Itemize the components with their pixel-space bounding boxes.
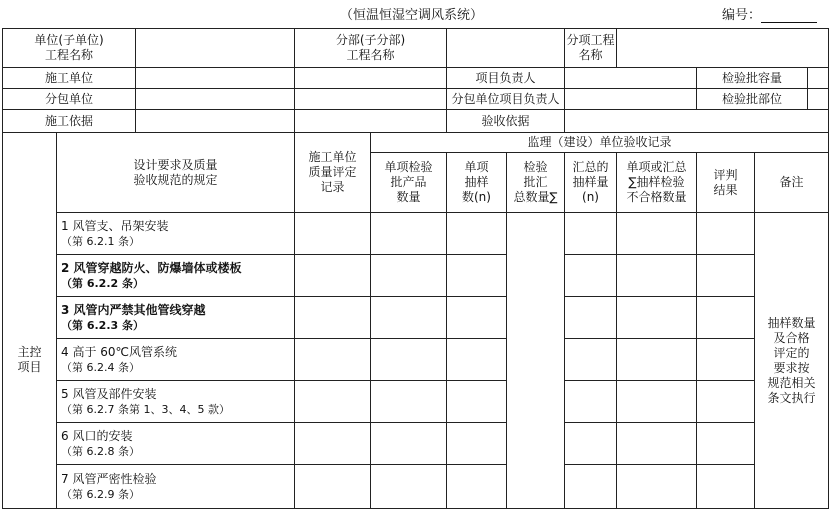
subdivision-name-value[interactable] [447,29,565,68]
item-2-nonconforming[interactable] [617,255,697,297]
table-row [3,339,829,381]
construction-unit-cell [3,68,295,89]
single-sample-qty-header: 单项 抽样 数(n) [447,153,507,213]
batch-total-cell[interactable] [507,213,565,509]
item-1-sample[interactable] [447,213,507,255]
item-5-judgment[interactable] [697,381,755,423]
batch-location-value[interactable] [807,89,828,109]
item-7-nonconforming[interactable] [617,465,697,509]
item-4-total-sample[interactable] [565,339,617,381]
item-4-judgment[interactable] [697,339,755,381]
table-row [3,465,829,509]
item-4-batch-qty[interactable] [371,339,447,381]
item-4-sample[interactable] [447,339,507,381]
item-5-total-sample[interactable] [565,381,617,423]
construction-basis-value-2[interactable] [295,110,447,133]
subdivision-name-label: 分部(子分部) 工程名称 [295,29,447,68]
subcontract-unit-cell [3,89,295,110]
item-2-total-sample[interactable] [565,255,617,297]
item-6-eval[interactable] [295,423,371,465]
item-5-sample[interactable] [447,381,507,423]
item-4: 4 高于 60℃风管系统 （第 6.2.4 条） [57,339,295,381]
item-2-eval[interactable] [295,255,371,297]
table-row [3,423,829,465]
subcontract-manager-label: 分包单位项目负责人 [447,89,565,110]
item-5: 5 风管及部件安装 （第 6.2.7 条第 1、3、4、5 款） [57,381,295,423]
acceptance-record-table [2,28,829,509]
construction-unit-value[interactable] [136,68,294,88]
item-1-batch-qty[interactable] [371,213,447,255]
info-row-basis [3,110,829,133]
nonconforming-header: 单项或汇总 ∑抽样检验 不合格数量 [617,153,697,213]
item-5-nonconforming[interactable] [617,381,697,423]
batch-capacity-label: 检验批容量 [697,68,829,89]
batch-total-header: 检验 批汇 总数量∑ [507,153,565,213]
construction-basis-cell [3,110,295,133]
item-1-eval[interactable] [295,213,371,255]
design-req-header: 设计要求及质量 验收规范的规定 [57,133,295,213]
acceptance-basis-label: 验收依据 [447,110,565,133]
serial-number [722,4,817,23]
item-7-judgment[interactable] [697,465,755,509]
item-7-eval[interactable] [295,465,371,509]
item-5-eval[interactable] [295,381,371,423]
info-row-names [3,29,829,68]
item-3-judgment[interactable] [697,297,755,339]
judgment-header: 评判 结果 [697,153,755,213]
batch-location-label: 检验批部位 [697,89,829,110]
item-3-eval[interactable] [295,297,371,339]
project-manager-value[interactable] [565,68,697,89]
subcontract-unit-value-2[interactable] [295,89,447,110]
table-row [3,297,829,339]
construction-unit-value-2[interactable] [295,68,447,89]
serial-label: 编号： [722,8,762,23]
item-1-judgment[interactable] [697,213,755,255]
unit-name-label: 单位(子单位) 工程名称 [3,29,136,67]
unit-name-value[interactable] [136,29,294,67]
item-6-batch-qty[interactable] [371,423,447,465]
project-manager-label: 项目负责人 [447,68,565,89]
item-7-total-sample[interactable] [565,465,617,509]
serial-blank[interactable] [761,10,817,23]
constr-eval-header: 施工单位 质量评定 记录 [295,133,371,213]
batch-capacity-value[interactable] [807,68,828,88]
item-4-eval[interactable] [295,339,371,381]
form-title: （恒温恒湿空调风系统） [340,8,484,23]
item-6: 6 风口的安装 （第 6.2.8 条） [57,423,295,465]
item-3: 3 风管内严禁其他管线穿越 （第 6.2.3 条） [57,297,295,339]
item-6-sample[interactable] [447,423,507,465]
remark-cell: 抽样数量 及合格 评定的 要求按 规范相关 条文执行 [755,213,829,509]
construction-basis-value[interactable] [136,110,294,132]
info-row-subcontract [3,89,829,110]
item-7-sample[interactable] [447,465,507,509]
subitem-name-label: 分项工程 名称 [565,29,617,68]
item-7: 7 风管严密性检验 （第 6.2.9 条） [57,465,295,509]
supervision-header: 监理（建设）单位验收记录 [371,133,829,153]
construction-basis-label: 施工依据 [3,110,136,132]
item-2-judgment[interactable] [697,255,755,297]
subcontract-unit-label: 分包单位 [3,89,136,109]
item-6-total-sample[interactable] [565,423,617,465]
item-4-nonconforming[interactable] [617,339,697,381]
item-2-batch-qty[interactable] [371,255,447,297]
item-2: 2 风管穿越防火、防爆墙体或楼板 （第 6.2.2 条） [57,255,295,297]
header-row-1 [3,133,829,153]
subcontract-manager-value[interactable] [565,89,697,110]
table-row [3,213,829,255]
main-control-label: 主控 项目 [3,213,57,509]
item-6-nonconforming[interactable] [617,423,697,465]
remarks-header: 备注 [755,153,829,213]
item-2-sample[interactable] [447,255,507,297]
single-batch-qty-header: 单项检验 批产品 数量 [371,153,447,213]
construction-unit-label: 施工单位 [3,68,136,88]
item-7-batch-qty[interactable] [371,465,447,509]
item-1-nonconforming[interactable] [617,213,697,255]
table-row [3,381,829,423]
info-row-construction [3,68,829,89]
item-3-nonconforming[interactable] [617,297,697,339]
table-row [3,255,829,297]
item-6-judgment[interactable] [697,423,755,465]
item-3-sample[interactable] [447,297,507,339]
subcontract-unit-value[interactable] [136,89,294,109]
total-sample-qty-header: 汇总的 抽样量 (n) [565,153,617,213]
item-3-batch-qty[interactable] [371,297,447,339]
item-1-total-sample[interactable] [565,213,617,255]
category-header [3,133,57,213]
unit-name-cell [3,29,295,68]
subitem-name-value[interactable] [617,29,829,68]
item-5-batch-qty[interactable] [371,381,447,423]
item-1: 1 风管支、吊架安装 （第 6.2.1 条） [57,213,295,255]
acceptance-basis-value[interactable] [565,110,829,133]
item-3-total-sample[interactable] [565,297,617,339]
page-header [0,0,833,24]
